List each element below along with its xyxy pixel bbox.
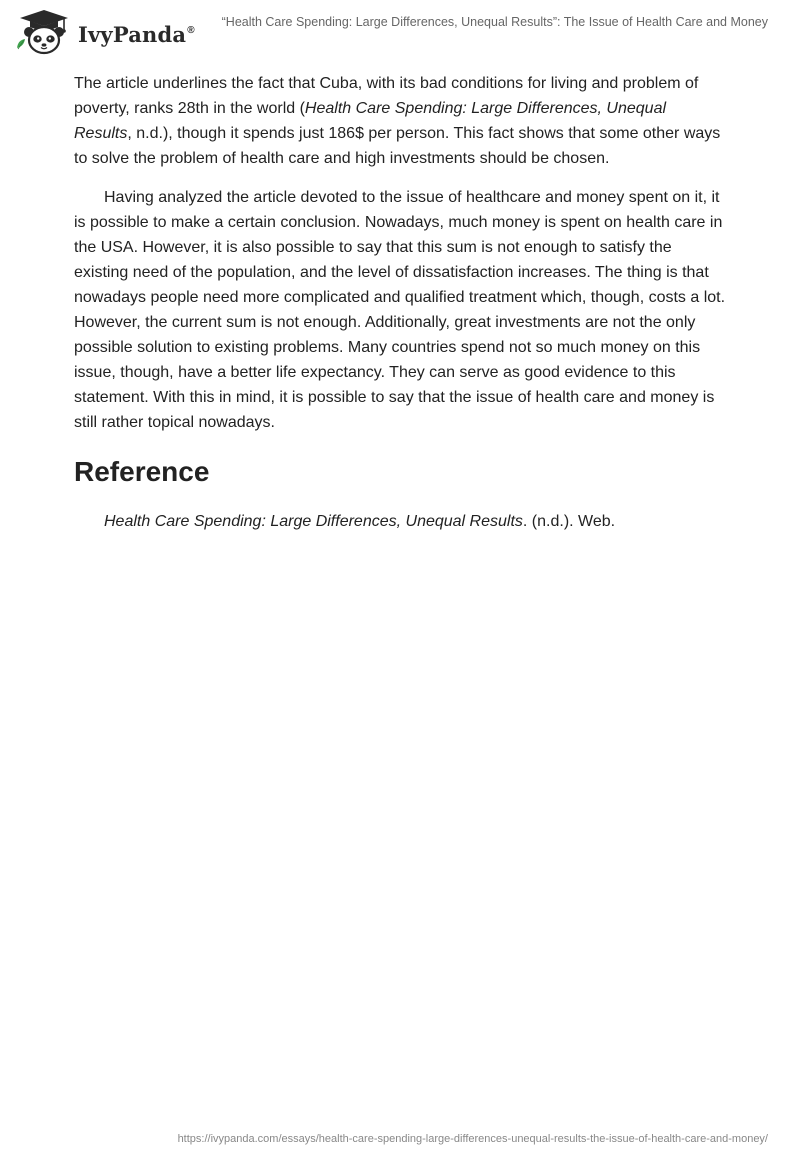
ivypanda-logo[interactable]	[14, 8, 195, 56]
logo-wordmark	[78, 22, 195, 47]
registered-mark: ®	[187, 24, 195, 36]
panda-graduate-icon	[14, 8, 74, 56]
essay-content	[74, 71, 726, 534]
reference-title: Health Care Spending: Large Differences, Unequal Results	[104, 513, 523, 530]
logo-name: IvyPanda	[78, 21, 187, 47]
citation-title: Health Care Spending: Large Differences, Unequal Results	[74, 100, 667, 142]
reference-details: . (n.d.). Web.	[522, 513, 616, 530]
reference-entry	[74, 509, 726, 534]
document-title: “Health Care Spending: Large Differences, Unequal Results”: The Issue of Health Care and Money	[221, 15, 768, 29]
paragraph-cuba	[74, 71, 726, 171]
paragraph-text: The article underlines the fact that Cuba, with its bad conditions for living and problem of poverty, ranks 28th in the world (	[74, 75, 699, 117]
reference-heading: Reference	[74, 456, 210, 487]
paragraph-conclusion: Having analyzed the article devoted to the issue of healthcare and money spent on it, it is possible to make a certain conclusion. Nowadays, much money is spent on health care in the USA. However, it is also possible to say that this sum is not enough to satisfy the existing need of the population, and the level of dissatisfaction increases. The thing is that nowadays people need more complicated and qualified treatment which, though, costs a lot. However, the current sum is not enough. Additionally, great investments are not the only possible solution to existing problems. Many countries spend not so much money on this issue, though, have a better life expectancy. They can serve as good evidence to this statement. With this in mind, it is possible to say that the issue of health care and money is still rather topical nowadays.	[74, 189, 726, 431]
paragraph-text: , n.d.), though it spends just 186$ per person. This fact shows that some other ways to solve the problem of health care and high investments should be chosen.	[74, 125, 721, 167]
page-header	[0, 0, 800, 64]
source-url[interactable]: https://ivypanda.com/essays/health-care-spending-large-differences-unequal-results-the-issue-of-health-care-and-money/	[177, 1133, 768, 1145]
